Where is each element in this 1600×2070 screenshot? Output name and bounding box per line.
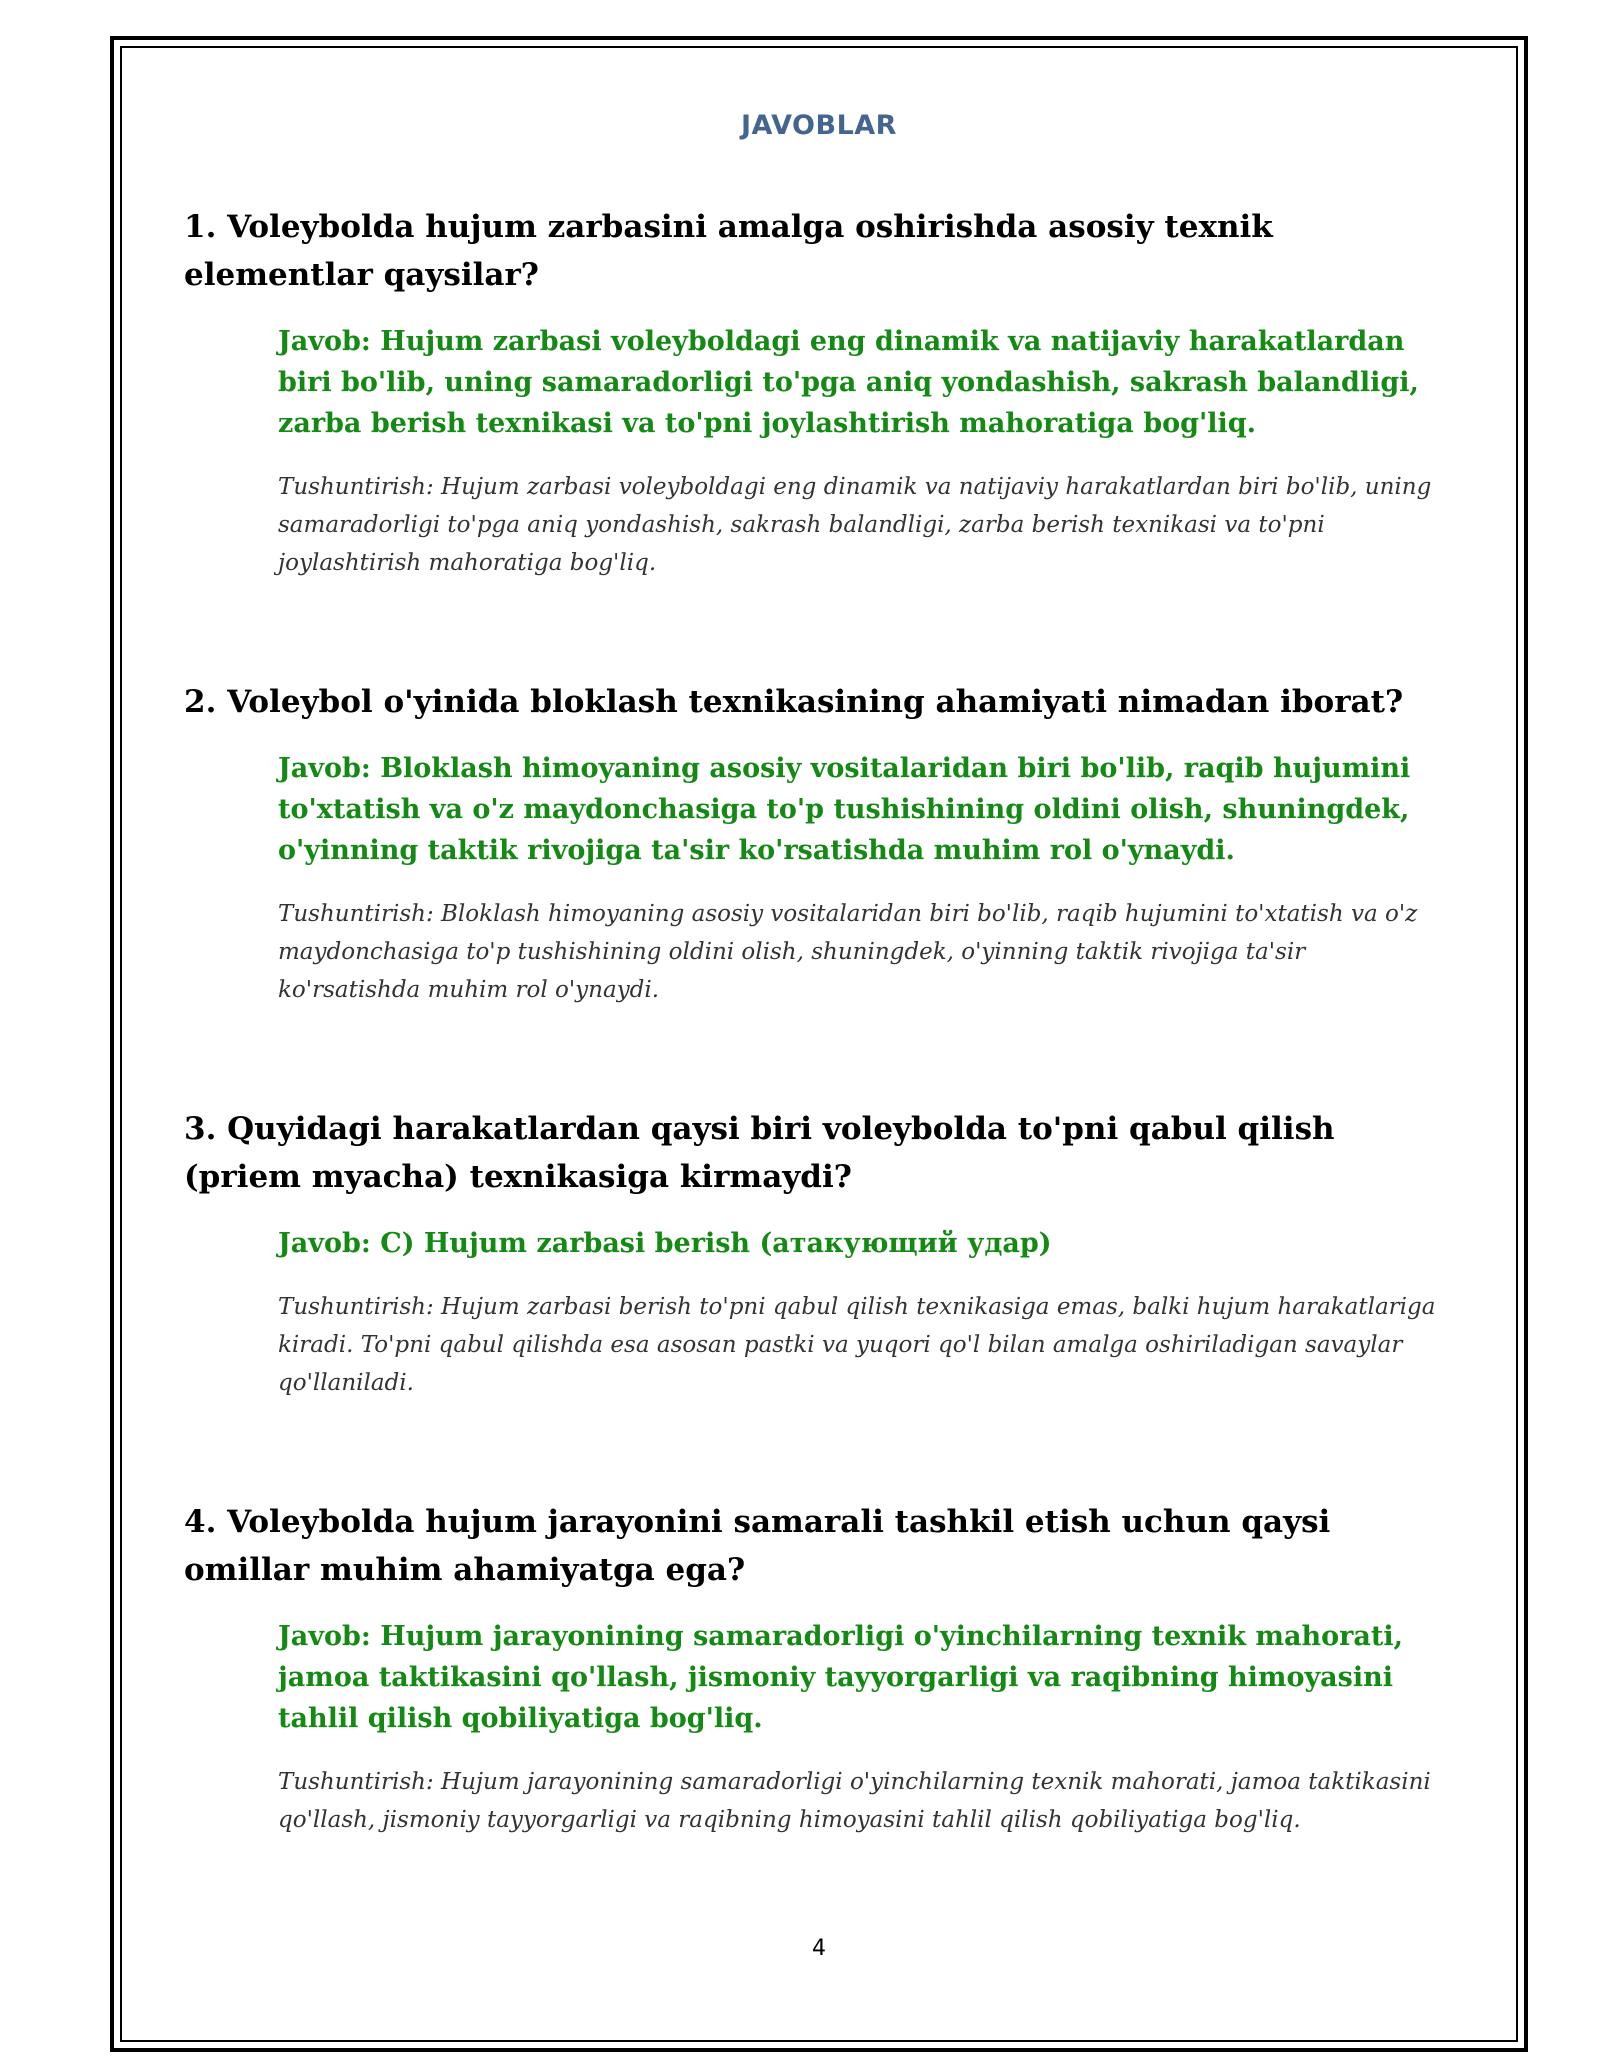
explanation-1: Tushuntirish: Hujum zarbasi voleyboldagi eng dinamik va natijaviy harakatlardan biri bo'lib, uning samaradorligi to'pga aniq yondashish, sakrash balandligi, zarba berish texnikasi va to'pni joylashtirish mahoratiga bog'liq.	[278, 474, 1432, 576]
question-1: 1. Voleybolda hujum zarbasini amalga oshirishda asosiy texnik elementlar qaysilar?	[184, 209, 1273, 293]
explanation-3: Tushuntirish: Hujum zarbasi berish to'pni qabul qilish texnikasiga emas, balki hujum harakatlariga kiradi. To'pni qabul qilishda esa asosan pastki va yuqori qo'l bilan amalga oshiriladigan savaylar qo'llaniladi.	[278, 1294, 1436, 1396]
qa-item-2	[184, 678, 1454, 1009]
qa-item-4	[184, 1498, 1454, 1839]
question-4: 4. Voleybolda hujum jarayonini samarali tashkil etish uchun qaysi omillar muhim ahamiyatga ega?	[184, 1504, 1331, 1588]
answer-3: Javob: C) Hujum zarbasi berish (атакующий удар)	[278, 1228, 1052, 1259]
qa-item-3	[184, 1105, 1454, 1402]
document-content	[184, 110, 1454, 1839]
page-heading: JAVOBLAR	[741, 110, 897, 141]
qa-item-1	[184, 203, 1454, 582]
question-2: 2. Voleybol o'yinida bloklash texnikasining ahamiyati nimadan iborat?	[184, 684, 1404, 720]
answer-4: Javob: Hujum jarayonining samaradorligi o'yinchilarning texnik mahorati, jamoa taktikasini qo'llash, jismoniy tayyorgarligi va raqibning himoyasini tahlil qilish qobiliyatiga bog'liq.	[278, 1621, 1403, 1734]
answer-2: Javob: Bloklash himoyaning asosiy vositalaridan biri bo'lib, raqib hujumini to'xtatish va o'z maydonchasiga to'p tushishining oldini olish, shuningdek, o'yinning taktik rivojiga ta'sir ko'rsatishda muhim rol o'ynaydi.	[278, 753, 1411, 866]
explanation-4: Tushuntirish: Hujum jarayonining samaradorligi o'yinchilarning texnik mahorati, jamoa taktikasini qo'llash, jismoniy tayyorgarligi va raqibning himoyasini tahlil qilish qobiliyatiga bog'liq.	[278, 1769, 1431, 1833]
explanation-2: Tushuntirish: Bloklash himoyaning asosiy vositalaridan biri bo'lib, raqib hujumini to'xtatish va o'z maydonchasiga to'p tushishining oldini olish, shuningdek, o'yinning taktik rivojiga ta'sir ko'rsatishda muhim rol o'ynaydi.	[278, 901, 1418, 1003]
question-3: 3. Quyidagi harakatlardan qaysi biri voleybolda to'pni qabul qilish (priem myacha) texnikasiga kirmaydi?	[184, 1111, 1335, 1195]
page-number: 4	[812, 1936, 826, 1961]
answer-1: Javob: Hujum zarbasi voleyboldagi eng dinamik va natijaviy harakatlardan biri bo'lib, uning samaradorligi to'pga aniq yondashish, sakrash balandligi, zarba berish texnikasi va to'pni joylashtirish mahoratiga bog'liq.	[278, 326, 1419, 439]
